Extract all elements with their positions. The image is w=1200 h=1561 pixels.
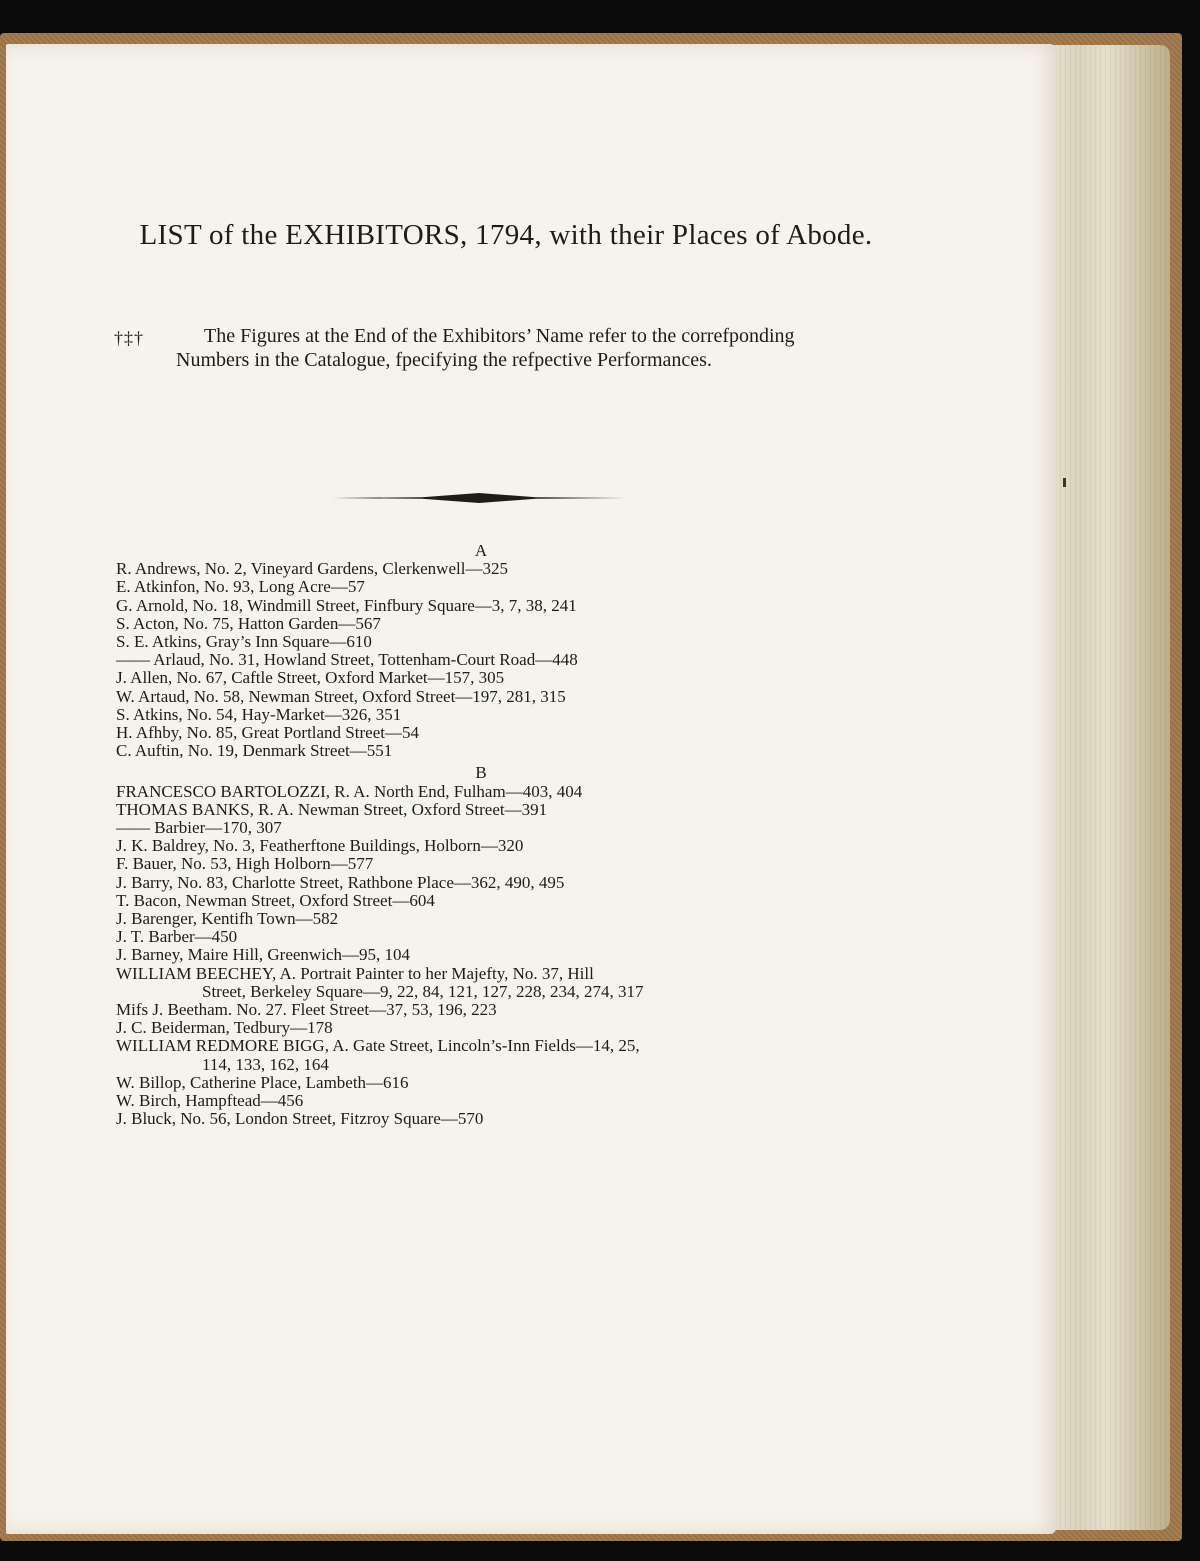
exhibitor-entry [116, 855, 846, 873]
exhibitor-text: J. T. Barber—450 [116, 927, 238, 947]
section-letter: A [474, 541, 488, 560]
exhibitor-text: H. Afhby, No. 85, Great Portland Street—54 [116, 723, 419, 743]
exhibitor-text: S. E. Atkins, Gray’s Inn Square—610 [116, 632, 372, 652]
exhibitor-entry [116, 578, 846, 596]
exhibitor-text: J. Barenger, Kentifh Town—582 [116, 909, 339, 929]
exhibitor-text: —— Arlaud, No. 31, Howland Street, Tottenham-Court Road—448 [116, 650, 578, 670]
exhibitor-text: J. Allen, No. 67, Caftle Street, Oxford Market—157, 305 [116, 668, 505, 688]
page-mark [1063, 478, 1066, 487]
exhibitor-text-continuation: 114, 133, 162, 164 [202, 1054, 329, 1074]
exhibitor-text-continuation: Street, Berkeley Square—9, 22, 84, 121, 127, 228, 234, 274, 317 [202, 981, 644, 1001]
exhibitor-entry [116, 910, 846, 928]
exhibitor-text: —— Barbier—170, 307 [116, 818, 282, 838]
exhibitor-text: C. Auftin, No. 19, Denmark Street—551 [116, 741, 393, 761]
section-letter: B [475, 763, 487, 783]
exhibitor-entry [116, 615, 846, 633]
exhibitor-text: THOMAS BANKS, R. A. Newman Street, Oxford Street—391 [116, 799, 548, 819]
exhibitor-text: WILLIAM REDMORE BIGG, A. Gate Street, Lincoln’s-Inn Fields—14, 25, [116, 1036, 640, 1056]
explanatory-note [114, 324, 834, 372]
exhibitor-text: F. Bauer, No. 53, High Holborn—577 [116, 854, 374, 874]
exhibitor-text: W. Billop, Catherine Place, Lambeth—616 [116, 1072, 409, 1092]
exhibitor-entry [116, 928, 846, 946]
exhibitor-entry [116, 724, 846, 742]
exhibitor-entry [116, 892, 846, 910]
exhibitor-text: S. Acton, No. 75, Hatton Garden—567 [116, 613, 381, 633]
exhibitor-entry [116, 874, 846, 892]
exhibitor-entry [116, 651, 846, 669]
exhibitor-entry [116, 742, 846, 760]
exhibitor-text: J. Barney, Maire Hill, Greenwich—95, 104 [116, 945, 410, 965]
exhibitor-entry [116, 669, 846, 687]
exhibitor-text: W. Artaud, No. 58, Newman Street, Oxford Street—197, 281, 315 [116, 686, 566, 706]
exhibitor-entry [116, 801, 846, 819]
exhibitor-text: FRANCESCO BARTOLOZZI, R. A. North End, Fulham—403, 404 [116, 781, 583, 801]
dagger-symbols: †‡† [114, 328, 144, 348]
page-title: LIST of the EXHIBITORS, 1794, with their Places of Abode. [139, 219, 873, 251]
exhibitor-entry [116, 1074, 846, 1092]
exhibitor-entry [116, 946, 846, 964]
exhibitor-entry [116, 560, 846, 578]
exhibitor-entry [116, 706, 846, 724]
exhibitor-text: WILLIAM BEECHEY, A. Portrait Painter to her Majefty, No. 37, Hill [116, 963, 594, 983]
page-content [6, 44, 1056, 1534]
note-text: The Figures at the End of the Exhibitors’ Name refer to the correfponding Numbers in the Catalogue, fpecifying the refpective Performances. [176, 325, 795, 371]
exhibitor-list [116, 542, 846, 1129]
exhibitor-entry [116, 1001, 846, 1019]
exhibitor-text: Mifs J. Beetham. No. 27. Fleet Street—37, 53, 196, 223 [116, 1000, 497, 1020]
exhibitor-text: J. C. Beiderman, Tedbury—178 [116, 1018, 333, 1038]
exhibitor-entry [116, 783, 846, 801]
exhibitor-text: T. Bacon, Newman Street, Oxford Street—604 [116, 890, 435, 910]
exhibitor-entry [116, 688, 846, 706]
exhibitor-entry [116, 819, 846, 837]
exhibitor-text: G. Arnold, No. 18, Windmill Street, Finfbury Square—3, 7, 38, 241 [116, 595, 577, 615]
ornament-divider [332, 490, 626, 506]
exhibitor-text: J. Barry, No. 83, Charlotte Street, Rathbone Place—362, 490, 495 [116, 872, 565, 892]
exhibitor-entry [116, 597, 846, 615]
exhibitor-entry [116, 633, 846, 651]
exhibitor-entry [116, 1037, 846, 1073]
exhibitor-text: W. Birch, Hampftead—456 [116, 1091, 304, 1111]
book-page [6, 44, 1056, 1534]
exhibitor-text: R. Andrews, No. 2, Vineyard Gardens, Clerkenwell—325 [116, 559, 508, 579]
exhibitor-text: J. K. Baldrey, No. 3, Featherftone Buildings, Holborn—320 [116, 836, 524, 856]
exhibitor-entry [116, 1019, 846, 1037]
exhibitor-text: J. Bluck, No. 56, London Street, Fitzroy Square—570 [116, 1109, 484, 1129]
exhibitor-entry [116, 837, 846, 855]
exhibitor-entry [116, 965, 846, 1001]
exhibitor-entry [116, 1092, 846, 1110]
exhibitor-text: E. Atkinfon, No. 93, Long Acre—57 [116, 577, 365, 597]
exhibitor-entry [116, 1110, 846, 1128]
exhibitor-text: S. Atkins, No. 54, Hay-Market—326, 351 [116, 704, 402, 724]
